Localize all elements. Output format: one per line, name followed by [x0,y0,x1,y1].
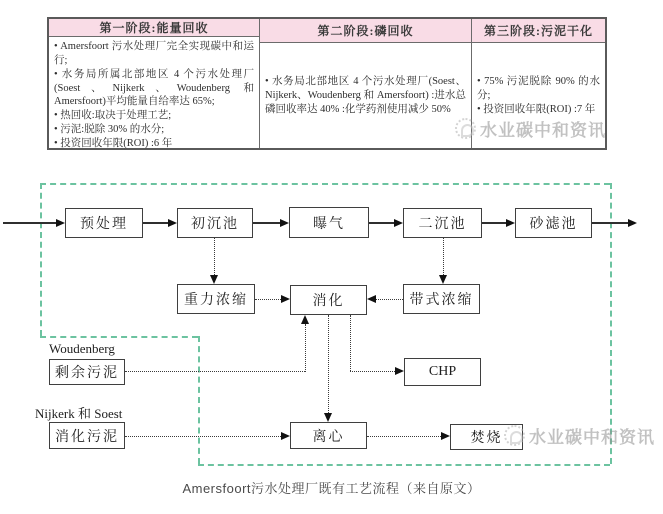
boundary-left [40,183,42,336]
label-nijkerk-soest: Nijkerk 和 Soest [35,406,123,421]
table-column-phase2 [260,19,472,148]
phase3-body [472,43,605,148]
box-gravity-thickening: 重力浓缩 [177,284,255,314]
arrow-excess-to-digestion-hline [125,371,305,372]
arrow-secondary-to-belt-head [439,275,447,284]
box-digested-sludge: 消化污泥 [49,422,125,449]
box-secondary-clarifier: 二沉池 [403,208,482,238]
arrow-aeration-to-secondary-head [394,219,403,227]
watermark-text: 水业碳中和资讯 [480,121,606,140]
bullet-item: • 投资回收年限(ROI) :7 年 [477,103,596,115]
bullet-item: • 75% 污泥脱除 90% 的水分; [477,76,600,102]
arrow-primary-to-gravity-line [214,238,215,275]
boundary-notch-vertical [198,336,200,464]
table-column-phase1 [49,19,260,148]
arrow-centrifuge-to-incineration-head [441,432,450,440]
arrow-primary-to-aeration-line [253,222,280,224]
boundary-right [610,183,612,464]
arrow-secondary-to-belt-line [443,238,444,275]
bullet-item: • 污泥:脱除 30% 的水分; [54,124,165,136]
arrow-outflow-line [592,222,628,224]
arrow-gravity-to-digestion-line [255,299,281,300]
arrow-pre-to-primary-head [168,219,177,227]
arrow-excess-to-digestion-vline [305,324,306,372]
box-sand-filter: 砂滤池 [515,208,592,238]
arrow-digestion-to-chp-hline [350,371,395,372]
boundary-top [40,183,610,185]
phase2-body [260,43,471,148]
box-centrifuge: 离心 [290,422,367,449]
arrow-belt-to-digestion-line [376,299,403,300]
bullet-item: • Amersfoort 污水处理厂完全实现碳中和运行; [54,41,254,66]
phase1-body [49,37,259,153]
arrow-excess-to-digestion-head [301,315,309,324]
arrow-secondary-to-sand-head [506,219,515,227]
arrow-gravity-to-digestion-head [281,295,290,303]
arrow-primary-to-gravity-head [210,275,218,284]
arrow-digested-to-centrifuge-head [281,432,290,440]
bullet-item: • 水务局所属北部地区 4 个污水处理厂(Soest、Nijkerk、Woudenberg 和 Amersfoort)平均能量自给率达 65%; [54,68,254,108]
arrow-inflow-line [3,222,56,224]
boundary-notch-horizontal [40,336,198,338]
boundary-bottom [198,464,610,466]
watermark-text: 水业碳中和资讯 [529,428,655,447]
bullet-item: • 热回收:取决于处理工艺; [54,110,172,122]
arrow-belt-to-digestion-head [367,295,376,303]
phase2-header: 第二阶段:磷回收 [260,19,471,43]
table-column-phase3 [472,19,605,148]
box-digestion: 消化 [290,285,367,315]
phase-summary-table [47,17,607,150]
arrow-primary-to-aeration-head [280,219,289,227]
phase3-header: 第三阶段:污泥干化 [472,19,605,43]
box-excess-sludge: 剩余污泥 [49,359,125,385]
watermark-flowchart [504,423,655,448]
arrow-digestion-to-centrifuge-line [328,315,329,413]
box-primary-clarifier: 初沉池 [177,208,253,238]
arrow-pre-to-primary-line [143,222,168,224]
box-incineration: 焚烧 [450,424,523,450]
arrow-digestion-to-centrifuge-head [324,413,332,422]
bullet-item: • 水务局北部地区 4 个污水处理厂(Soest、Nijkerk、Woudenberg 和 Amersfoort) :进水总磷回收率达 40% :化学药剂使用减少 50% [265,76,466,115]
arrow-digested-to-centrifuge-line [125,436,281,437]
box-pretreatment: 预处理 [65,208,143,238]
box-aeration: 曝气 [289,207,369,238]
arrow-outflow-head [628,219,637,227]
arrow-digestion-to-chp-vline [350,315,351,371]
arrow-digestion-to-chp-head [395,367,404,375]
arrow-aeration-to-secondary-line [369,222,394,224]
box-chp: CHP [404,358,481,386]
label-woudenberg: Woudenberg [49,341,115,356]
arrow-centrifuge-to-incineration-line [367,436,441,437]
arrow-secondary-to-sand-line [482,222,506,224]
figure-caption: Amersfoort污水处理厂既有工艺流程（来自原文） [182,481,481,496]
bullet-item: • 投资回收年限(ROI) :6 年 [54,138,173,150]
phase1-header: 第一阶段:能量回收 [49,19,259,37]
arrow-inflow-head [56,219,65,227]
box-belt-thickening: 带式浓缩 [403,284,480,314]
